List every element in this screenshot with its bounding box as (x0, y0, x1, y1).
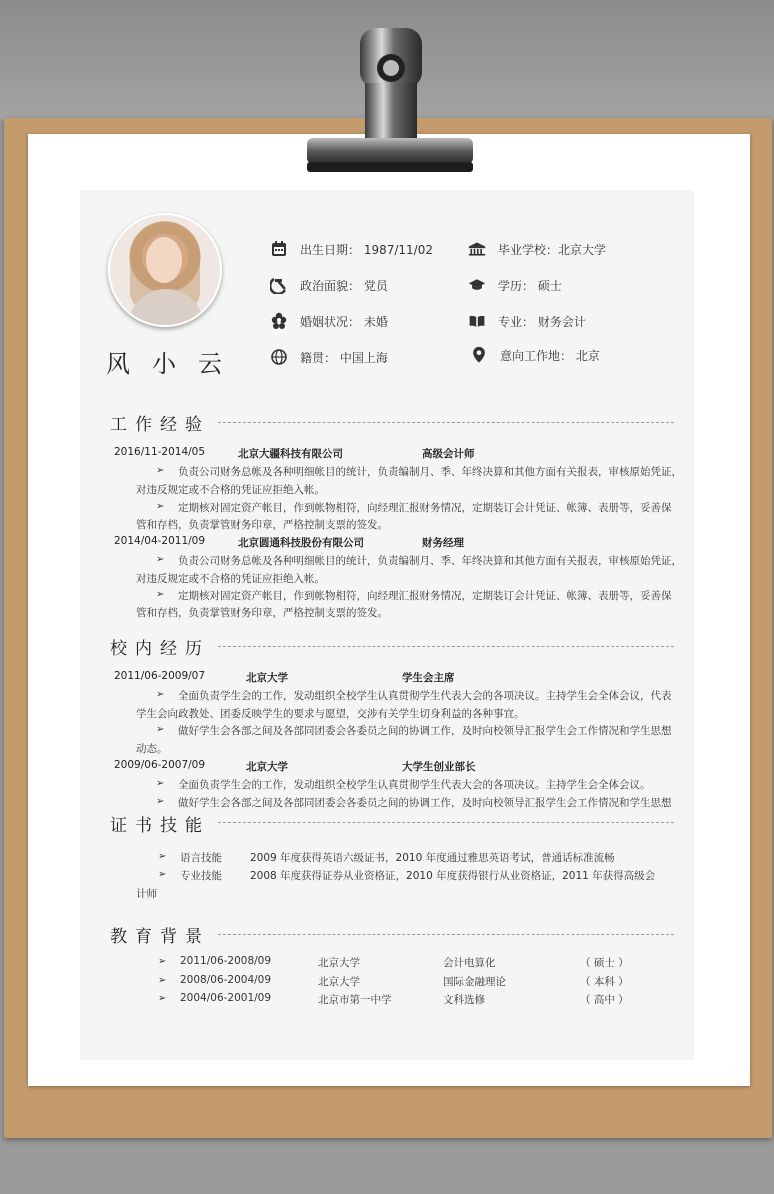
bullet-icon: ➢ (156, 778, 165, 789)
campus-2-role: 大学生创业部长 (402, 761, 476, 773)
work-1-line-1: 负责公司财务总帐及各种明细帐目的统计，负责编制月、季、年终决算和其他方面有关报表，审核原始凭证， (178, 466, 682, 478)
resume-name: 风小云 (106, 350, 244, 378)
campus-1-line-2b: 动态。 (136, 743, 168, 755)
campus-2-line-1: 全面负责学生会的工作，发动组织全校学生认真贯彻学生代表大会的各项决议。主持学生会全体会议。 (178, 779, 651, 791)
info-location: 意向工作地： 北京 (470, 346, 600, 364)
edu-1-major: 会计电算化 (443, 957, 496, 969)
bullet-icon: ➢ (156, 554, 165, 565)
edu-2-major: 国际金融理论 (443, 976, 506, 988)
book-icon (468, 312, 486, 330)
section-title-cert: 证书技能 (110, 811, 214, 836)
binder-clip-icon (305, 28, 475, 178)
work-1-line-1b: 对违反规定或不合格的凭证应拒绝入帐。 (136, 484, 325, 496)
bullet-icon: ➢ (156, 796, 165, 807)
globe-icon (270, 348, 288, 366)
info-school: 毕业学校：北京大学 (468, 240, 606, 258)
info-birth: 出生日期： 1987/11/02 (270, 240, 433, 258)
divider (218, 422, 674, 423)
work-2-title: 财务经理 (422, 537, 464, 549)
info-major: 专业： 财务会计 (468, 312, 586, 330)
edu-3-major: 文科选修 (443, 994, 485, 1006)
bullet-icon: ➢ (156, 724, 165, 735)
edu-2-degree: （ 本科 ） (580, 976, 629, 988)
section-title-campus: 校内经历 (110, 639, 210, 659)
work-1-company: 北京大疆科技有限公司 (238, 448, 343, 460)
work-1-line-2b: 管和存档，负责掌管财务印章，严格控制支票的签发。 (136, 519, 388, 531)
campus-1-role: 学生会主席 (402, 672, 455, 684)
work-2-line-1: 负责公司财务总帐及各种明细帐目的统计，负责编制月、季、年终决算和其他方面有关报表，审核原始凭证， (178, 555, 682, 567)
work-2-line-1b: 对违反规定或不合格的凭证应拒绝入帐。 (136, 573, 325, 585)
campus-1-period: 2011/06-2009/07 (114, 670, 206, 682)
bullet-icon: ➢ (156, 501, 165, 512)
divider (218, 934, 674, 935)
edu-1-degree: （ 硕士 ） (580, 957, 629, 969)
cert-1-label: 语言技能 (180, 852, 222, 864)
work-2-company: 北京圆通科技股份有限公司 (238, 537, 364, 549)
bullet-icon: ➢ (156, 689, 165, 700)
bullet-icon: ➢ (156, 589, 165, 600)
section-title-edu: 教育背景 (110, 927, 210, 947)
bullet-icon: ➢ (158, 975, 167, 986)
info-politics: 政治面貌： 党员 (270, 276, 388, 294)
edu-3-school: 北京市第一中学 (318, 994, 392, 1006)
edu-1-school: 北京大学 (318, 957, 360, 969)
cert-1-text: 2009 年度获得英语六级证书，2010 年度通过雅思英语考试，普通话标准流畅 (250, 852, 615, 864)
cert-2-text: 2008 年度获得证券从业资格证，2010 年度获得银行从业资格证，2011 年获得高级会 (250, 870, 656, 882)
work-2-line-2b: 管和存档，负责掌管财务印章，严格控制支票的签发。 (136, 607, 388, 619)
info-degree: 学历： 硕士 (468, 276, 562, 294)
campus-1-org: 北京大学 (246, 672, 288, 684)
bullet-icon: ➢ (158, 993, 167, 1004)
campus-1-line-1: 全面负责学生会的工作，发动组织全校学生认真贯彻学生代表大会的各项决议。主持学生会全体会议，代表 (178, 690, 672, 702)
graduation-cap-icon (468, 276, 486, 294)
campus-2-line-2: 做好学生会各部之间及各部同团委会各委员之间的协调工作，及时向校领导汇报学生会工作情况和学生思想 (178, 797, 672, 809)
edu-3-period: 2004/06-2001/09 (180, 992, 272, 1004)
campus-1-line-1b: 学生会向政教处、团委反映学生的要求与愿望，交涉有关学生切身利益的各种事宜。 (136, 708, 525, 720)
campus-2-period: 2009/06-2007/09 (114, 759, 206, 771)
location-pin-icon (470, 346, 488, 364)
cert-2-label: 专业技能 (180, 870, 222, 882)
info-marriage: 婚姻状况： 未婚 (270, 312, 388, 330)
info-origin: 籍贯： 中国上海 (270, 348, 388, 366)
bullet-icon: ➢ (158, 869, 167, 880)
campus-2-org: 北京大学 (246, 761, 288, 773)
divider (218, 822, 674, 823)
edu-2-period: 2008/06-2004/09 (180, 974, 272, 986)
bullet-icon: ➢ (158, 851, 167, 862)
bullet-icon: ➢ (156, 465, 165, 476)
work-1-period: 2016/11-2014/05 (114, 446, 206, 458)
section-title-work: 工作经验 (110, 415, 210, 435)
edu-2-school: 北京大学 (318, 976, 360, 988)
flower-icon (270, 312, 288, 330)
building-icon (468, 240, 486, 258)
campus-1-line-2: 做好学生会各部之间及各部同团委会各委员之间的协调工作，及时向校领导汇报学生会工作情况和学生思想 (178, 725, 672, 737)
cert-2-cont: 计师 (136, 888, 157, 900)
work-2-line-2: 定期核对固定资产帐目，作到帐物相符，向经理汇报财务情况，定期装订会计凭证、帐簿、表册等，妥善保 (178, 590, 672, 602)
work-1-title: 高级会计师 (422, 448, 475, 460)
edu-1-period: 2011/06-2008/09 (180, 955, 272, 967)
hammer-sickle-icon (270, 276, 288, 294)
bullet-icon: ➢ (158, 956, 167, 967)
work-2-period: 2014/04-2011/09 (114, 535, 206, 547)
calendar-icon (270, 240, 288, 258)
avatar (108, 213, 222, 327)
work-1-line-2: 定期核对固定资产帐目，作到帐物相符，向经理汇报财务情况，定期装订会计凭证、帐簿、表册等，妥善保 (178, 502, 672, 514)
divider (218, 646, 674, 647)
edu-3-degree: （ 高中 ） (580, 994, 629, 1006)
